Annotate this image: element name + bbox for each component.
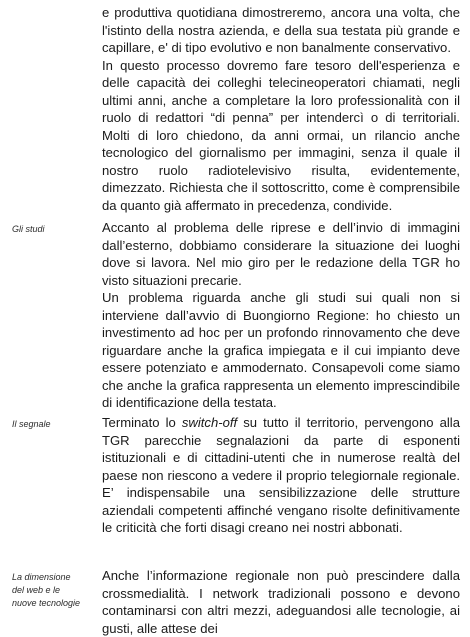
- body-column: [102, 414, 460, 537]
- margin-note-line: La dimensione: [12, 572, 71, 582]
- margin-note: Il segnale: [12, 419, 51, 429]
- paragraph-text-end: su tutto il territorio, pervengono alla TGR parecchie segnalazioni da parte di esponenti istituzionali e di cittadini-utenti che in numerose realtà del paese non riescono a vedere il proprio telegiornale regionale. E’ indispensabile una sensibilizzazione delle strutture aziendali competenti affinché vengano risolte definitivamente le criticità che forti disagi creano nei nostri abbonati.: [102, 415, 460, 535]
- paragraph: In questo processo dovremo fare tesoro dell'esperienza e delle capacità dei colleghi telecineoperatori chiamati, negli ultimi anni, anche a completare la loro professionalità con il ruolo di redattori “di penna” per intendercì o di territoriali. Molti di loro chiedono, da anni ormai, un rilancio anche tecnologico del giornalismo per immagini, senza il quale il nostro ruolo radiotelevisivo risulta, evidentemente, dimezzato. Richiesta che il sottoscritto, come è comprensibile da quanto già affermato in precedenza, condivide.: [102, 57, 460, 213]
- paragraph-text-start: Terminato lo: [102, 415, 182, 430]
- margin-note: Gli studi: [12, 224, 45, 234]
- paragraph: e produttiva quotidiana dimostreremo, ancora una volta, che l'istinto della nostra azienda, e della sua testata più grande e capillare, e' di tipo evolutivo e non banalmente conservativo.: [102, 5, 460, 55]
- paragraph: Un problema riguarda anche gli studi sui quali non si interviene dall’avvio di Buongiorno Regione: ho chiesto un investimento ad hoc per un profondo rinnovamento che deve riguardare anche la grafica impiegata e il cui impianto deve essere potenziato e ammodernato. Consapevoli come siamo che anche la grafica rappresenta un elemento imprescindibile di identificazione della testata.: [102, 290, 460, 410]
- body-column: [102, 219, 460, 412]
- margin-note-line: del web e le: [12, 585, 61, 595]
- margin-note-line: nuove tecnologie: [12, 598, 81, 608]
- paragraph: Accanto al problema delle riprese e dell’invio di immagini dall’esterno, dobbiamo considerare la situazione dei luoghi dove si lavora. Nel mio giro per le redazione della TGR ho visto situazioni precarie.: [102, 220, 460, 288]
- body-column: [102, 4, 460, 214]
- italic-term: switch-off: [181, 415, 238, 430]
- margin-note: [12, 571, 92, 610]
- paragraph: Anche l’informazione regionale non può prescindere dalla crossmedialità. I network tradizionali possono e devono contaminarsi con altri mezzi, adeguandosi alle tecnologie, ai gusti, alle attese dei: [102, 568, 460, 636]
- body-column: [102, 567, 460, 637]
- paragraph: [102, 414, 460, 537]
